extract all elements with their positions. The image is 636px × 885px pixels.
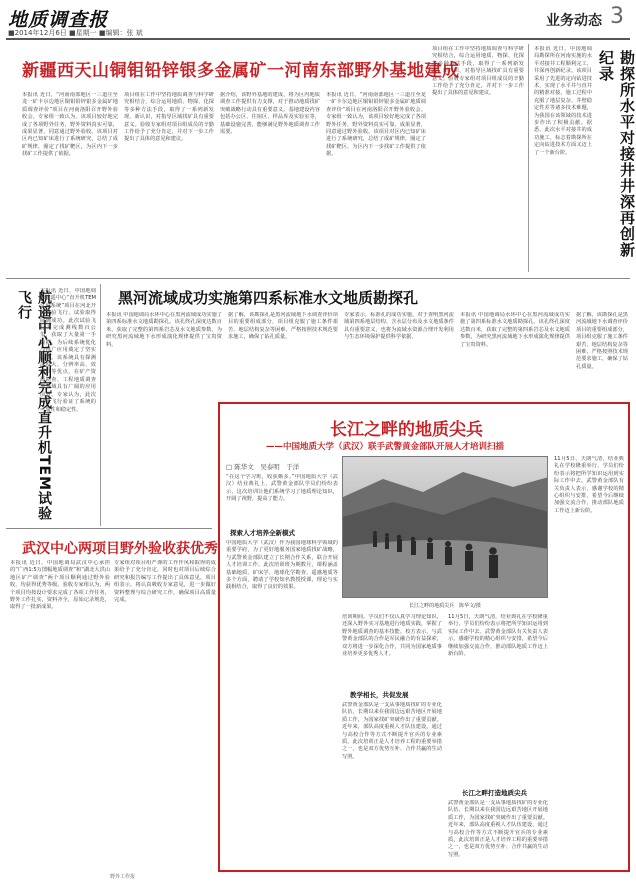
middle-body-col3: 专家表示，标准孔的成功实施，对于查明黑河流域第四系地层结构、含水层分布及水文地质条件具有重要意义，也将为流域水资源合理开发利用与生态环境保护提供科学依据。 xyxy=(344,312,454,341)
feature-section1-heading: 探索人才培养全新模式 xyxy=(230,529,295,537)
wuhan-body-col1: 本报讯 近日，中国地调局武汉中心承担的“广西1:5万图幅地质调查”和“湖北大洪山地区矿产调查”两个项目顺利通过野外验收，均获得优秀等级。验收专家组认为，两个项目均按设计要求完成了各项工作任务，野外工作扎实，资料齐全，原始记录规范，取得了一批新成果。 xyxy=(10,560,110,611)
middle-body-col5: 据了解，该勘探孔是黑河流域地下水调查评价项目的重要组成部分，项目组克服了施工条件艰苦、地层结构复杂等困难，严格按照技术规范要求施工，确保了钻孔质量。 xyxy=(576,312,628,370)
masthead-rule xyxy=(6,38,630,40)
section-name: 业务动态 xyxy=(546,13,602,29)
feature-body-col2a: 培训期间，学员们不仅认真学习理论知识，还深入野外实习基地进行地质实践，掌握了野外地质调查的基本技能。校方表示，与武警黄金部队的合作是军民融合的有益探索，双方将进一步深化合作，共同为国家地质事业培养更多优秀人才。 xyxy=(342,614,442,658)
story1-body-col2: 项目组在工作中坚持地质调查与科学研究相结合，综合运用地质、物探、化探等多种方法手段，取得了一系列新发现，新认识，对指导区域找矿具有重要意义。验收专家组对项目组成员的辛勤工作给予了充分肯定，并对下一步工作提出了具体的意见和建议。 xyxy=(124,92,214,143)
feature-body-col3b: 武警黄金部队是一支从事地质找矿的专业化队伍，长期以来在我国边远艰苦地区开展地质工作，为国家找矿突破作出了重要贡献。近年来，部队高度重视人才队伍建设，通过与高校合作等方式不断提升官兵的专业素质，此次培训正是人才培养工程的重要举措之一，也是双方优势互补、合作共赢的生动写照。 xyxy=(448,800,548,858)
column-divider xyxy=(100,284,101,526)
footer-left: 野外工作报 xyxy=(110,874,136,880)
photo-caption: 长江之畔的地质尖兵 陈华文/摄 xyxy=(409,603,481,609)
feature-section2-heading: 教学相长，共促发展 xyxy=(350,691,409,699)
feature-section3-heading: 长江之畔打造地质尖兵 xyxy=(462,789,527,797)
feature-lead: “在这个学习班，收获颇多。”中国地质大学（武汉）结业典礼上，武警黄金部队学员们纷纷表示，这次培训让他们系统学习了地质理论知识，开阔了视野，提高了能力。 xyxy=(226,474,338,503)
soldiers-marching-photo xyxy=(343,457,548,598)
feature-body-col1: 中国地质大学（武汉）作为我国地球科学领域的重要学府，为了更好地服务国家地质找矿战略，与武警黄金部队建立了长期合作关系，联合开展人才培训工作。此次培训班为期数月，课程涵盖基础地质、矿床学、地球化学勘查、遥感地质等多个方面，聘请了学校知名教授授课，理论与实践相结合，取得了良好的效果。 xyxy=(226,540,338,591)
page-number: 3 xyxy=(610,4,624,29)
middle-body-col4: 本报讯 中国地调局水环中心在黑河流域成功实施了第四系标准水文地质勘探孔。该孔终孔深度达数百米，获取了完整的第四系岩芯及水文地质参数，为研究黑河流域地下水形成演化规律提供了宝贵资料。 xyxy=(460,312,570,348)
section-rule xyxy=(6,528,212,529)
feature-subtitle: ——中国地质大学（武汉）联手武警黄金部队开展人才培训扫描 xyxy=(266,442,505,452)
wuhan-body-col2: 专家组对项目组严谨的工作作风和取得的成果给予了充分肯定，同时也对项目后续综合研究和报告编写工作提出了具体意见。项目组表示，将认真吸收专家意见，进一步做好资料整理与综合研究工作，确保项目高质量完成。 xyxy=(114,560,216,604)
feature-body-col4: 11月5日，天朗气清，结业典礼在学校隆重举行，学员们纷纷表示将把所学知识运用到实际工作中去。武警黄金部队有关负责人表示，感谢学校的精心组织与安排，希望今后继续加强交流合作，推动部队地质工作迈上新台阶。 xyxy=(554,456,624,514)
middle-body-col2: 据了解，该勘探孔是黑河流域地下水调查评价项目的重要组成部分，项目组克服了施工条件艰苦、地层结构复杂等困难，严格按照技术规范要求施工，确保了钻孔质量。 xyxy=(228,312,338,341)
feature-body-col2b: 武警黄金部队是一支从事地质找矿的专业化队伍，长期以来在我国边远艰苦地区开展地质工作，为国家找矿突破作出了重要贡献。近年来，部队高度重视人才队伍建设，通过与高校合作等方式不断提升官兵的专业素质，此次培训正是人才培养工程的重要举措之一，也是双方优势互补、合作共赢的生动写照。 xyxy=(342,702,442,760)
section-rule xyxy=(6,278,630,279)
newspaper-masthead: 地质调查报 xyxy=(8,9,109,31)
feature-headline: 长江之畔的地质尖兵 xyxy=(330,420,483,440)
left-vertical-headline: 航遥中心顺利完成直升机TEM试验飞行 xyxy=(16,290,52,522)
story1-body-col1: 本报讯 近日，“河南南部地区一三道庄至龙一矿卡尔边地区铜钼铅锌银多金属矿地质调查评价”项目在河南洛阳召开野外验收会。专家组一致认为，该项目较好地完成了各项野外任务，野外资料真实可靠，成果显著，同意通过野外验收。该项目对区内已知矿床进行了系统研究，总结了成矿规律，圈定了找矿靶区，为区内下一步找矿工作提供了依据。 xyxy=(22,92,118,158)
middle-headline: 黑河流域成功实施第四系标准水文地质勘探孔 xyxy=(118,289,419,307)
feature-body-col3: 11月5日，天朗气清，结业典礼在学校隆重举行，学员们纷纷表示将把所学知识运用到实际工作中去。武警黄金部队有关负责人表示，感谢学校的精心组织与安排，希望今后继续加强交流合作，推动部队地质工作迈上新台阶。 xyxy=(448,614,548,658)
feature-photo xyxy=(342,456,548,598)
left-vertical-body: 本报讯 近日，中国地调局航遥中心“直升机TEM试验系统”项目在河北开展试验飞行，试验取得圆满成功。此次试验飞行共完成测线数百公里，获取了大量第一手数据，为后续系统优化与推广应用奠定了坚实基础。该系统具有探测深度大、分辨率高、效率高等优点，在矿产资源勘查、工程地质调查等领域具有广阔的应用前景。专家认为，此次试验飞行验证了系统的可靠性和稳定性。 xyxy=(40,288,96,413)
story1-body-col4: 本报讯 近日，“河南南部地区一三道庄至龙一矿卡尔边地区铜钼铅锌银多金属矿地质调查评价”项目在河南洛阳召开野外验收会。专家组一致认为，该项目较好地完成了各项野外任务，野外资料真实可靠，成果显著，同意通过野外验收。该项目对区内已知矿床进行了系统研究，总结了成矿规律，圈定了找矿靶区，为区内下一步找矿工作提供了依据。 xyxy=(326,92,426,158)
feature-byline: □ 陈华文 吴泰明 于洋 xyxy=(226,463,300,471)
story1-body-col3: 据介绍，该野外基地的建成，将为区内地质调查工作提供有力支撑，对于推动地质找矿突破战略行动具有重要意义。基地建设内容包括办公区、住宿区、样品库及实验室等，基础设施完善，能够满足野外地质调查工作需要。 xyxy=(220,92,320,136)
middle-body-col1: 本报讯 中国地调局水环中心在黑河流域成功实施了第四系标准水文地质勘探孔。该孔终孔深度达数百米，获取了完整的第四系岩芯及水文地质参数，为研究黑河流域地下水形成演化规律提供了宝贵资料。 xyxy=(106,312,222,348)
story1-body-col5: 项目组在工作中坚持地质调查与科学研究相结合，综合运用地质、物探、化探等多种方法手段，取得了一系列新发现，新认识，对指导区域找矿具有重要意义。验收专家组对项目组成员的辛勤工作给予了充分肯定，并对下一步工作提出了具体的意见和建议。 xyxy=(432,46,524,97)
sidebar-headline: 勘探所水平对接井井深再创新纪录 xyxy=(597,50,636,258)
column-divider xyxy=(528,44,529,272)
story1-headline: 新疆西天山铜钼铅锌银多金属矿一河南东部野外基地建成 xyxy=(22,61,460,81)
wuhan-headline: 武汉中心两项目野外验收获优秀 xyxy=(22,541,218,557)
sidebar-body: 本报讯 近日，中国地调局勘探所在河南实施的水平对接井工程顺利完工，井深再创新纪录。该项目采用了先进的定向钻进技术，实现了水平井与直井的精准对接，施工过程中克服了地层复杂、井壁稳定性差等诸多技术难题，为我国在该领域的技术进步作出了积极贡献。据悉，此次水平对接井的成功施工，标志着勘探所在定向钻进技术方面又迈上了一个新台阶。 xyxy=(534,46,592,156)
issue-info: ■2014年12月6日 ■星期一 ■编辑：张 斌 xyxy=(8,29,143,37)
